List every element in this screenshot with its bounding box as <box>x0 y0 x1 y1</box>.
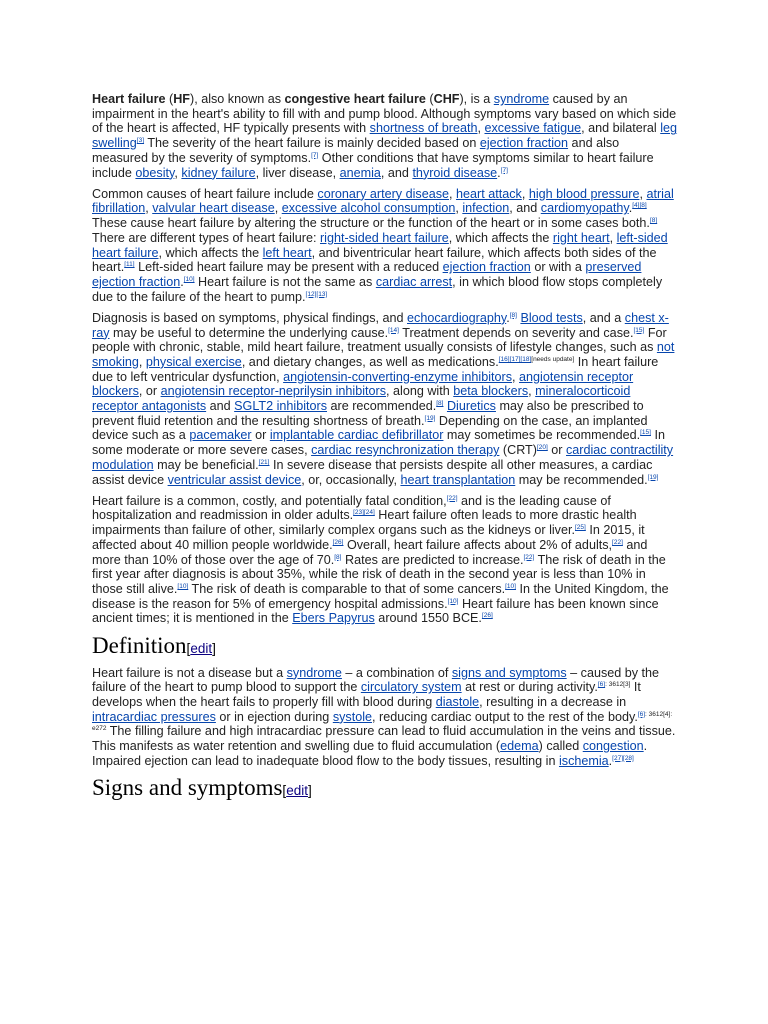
link-heart-attack[interactable]: heart attack <box>456 186 522 201</box>
text-run: , along with <box>386 384 454 399</box>
link-cardiac-contractility-modulation[interactable]: cardiac contractility modulation <box>92 443 674 472</box>
link-valvular-heart-disease[interactable]: valvular heart disease <box>152 201 275 216</box>
link-angiotensin-receptor-neprilysin-inhibitors[interactable]: angiotensin receptor-neprilysin inhibitors <box>160 384 387 399</box>
citation-link[interactable]: [20] <box>536 444 548 452</box>
citation-link[interactable]: [10] <box>505 583 516 590</box>
lead-paragraph <box>92 311 678 487</box>
link-right-sided-heart-failure[interactable]: right-sided heart failure <box>319 230 449 245</box>
text-run: , <box>274 201 282 216</box>
citation-link[interactable]: [8] <box>509 311 517 319</box>
text-run: may be beneficial. <box>153 457 259 472</box>
section-heading-signs-and-symptoms <box>92 775 678 803</box>
lead-paragraph <box>92 494 678 626</box>
link-shortness-of-breath[interactable]: shortness of breath <box>369 121 478 136</box>
edit-bracket-close: ] <box>212 640 216 656</box>
citation-link[interactable]: [22] <box>612 538 623 546</box>
text-run: Overall, heart failure affects about 2% of adults, <box>343 537 613 552</box>
text-run: These cause heart failure by altering the structure or the function of the heart or in some cases both. <box>92 216 650 231</box>
text-run: . <box>506 310 510 325</box>
text-run: . <box>497 165 501 180</box>
citation-link[interactable]: [25] <box>574 524 586 532</box>
article-body <box>92 92 678 808</box>
text-run: , or, occasionally, <box>301 472 401 487</box>
text-run: at rest or during activity. <box>461 680 598 695</box>
link-leg-swelling[interactable]: leg swelling <box>92 121 678 151</box>
text-run: Depending on the case, an implanted device such as a <box>92 413 648 443</box>
citation-link[interactable]: [6] <box>597 681 606 689</box>
text-run: , <box>449 186 457 201</box>
lead-paragraph <box>92 92 678 180</box>
text-run: – a combination of <box>341 665 452 680</box>
text-run: , <box>609 230 617 245</box>
link-right-heart[interactable]: right heart <box>552 230 610 245</box>
link-blood-tests[interactable]: Blood tests <box>520 310 583 325</box>
link-syndrome[interactable]: syndrome <box>286 665 342 680</box>
text-run: may sometimes be recommended. <box>443 428 641 443</box>
text-run: , which affects the <box>448 230 553 245</box>
link-pacemaker[interactable]: pacemaker <box>189 428 252 443</box>
edit-section-wrapper <box>282 783 311 798</box>
text-run: , <box>145 201 153 216</box>
link-thyroid-disease[interactable]: thyroid disease <box>412 165 498 180</box>
link-excessive-fatigue[interactable]: excessive fatigue <box>484 121 582 136</box>
citation-link[interactable]: [7] <box>500 166 508 174</box>
link-angiotensin-receptor-blockers[interactable]: angiotensin receptor blockers <box>92 369 634 399</box>
text-run: In the United Kingdom, the disease is the reason for 5% of emergency hospital admissions. <box>92 582 669 611</box>
text-run: and more than 10% of those over the age of 70. <box>92 537 648 567</box>
text-run: or with a <box>530 260 586 275</box>
text-run: , and <box>509 201 541 216</box>
link-cardiac-resynchronization-therapy[interactable]: cardiac resynchronization therapy <box>311 443 500 458</box>
link-excessive-alcohol-consumption[interactable]: excessive alcohol consumption <box>281 201 456 216</box>
link-infection[interactable]: infection <box>462 201 510 216</box>
link-left-heart[interactable]: left heart <box>262 245 312 260</box>
citation-link[interactable]: [14] <box>388 326 399 334</box>
text-run: ( <box>425 92 434 106</box>
text-run: , <box>512 369 520 384</box>
section-paragraph <box>92 666 678 769</box>
text-run: (CRT) <box>499 443 537 458</box>
text-run: The risk of death is comparable to that of some cancers. <box>188 582 506 596</box>
citation-link[interactable]: [4][8] <box>632 202 647 210</box>
text-run: Heart failure is not a disease but a <box>92 665 287 680</box>
link-cardiomyopathy[interactable]: cardiomyopathy <box>540 201 629 216</box>
text-run: Treatment depends on severity and case. <box>398 325 634 340</box>
text-run: caused by an impairment in the heart's ability to fill with and pump blood. Although symptoms vary based on which side of the heart is affected, HF typically presents with <box>92 92 677 136</box>
link-anemia[interactable]: anemia <box>339 165 381 180</box>
text-run: Rates are predicted to increase. <box>341 552 524 567</box>
text-run: , reducing cardiac output to the rest of the body. <box>372 709 638 724</box>
link-implantable-cardiac-defibrillator[interactable]: implantable cardiac defibrillator <box>269 428 444 443</box>
text-run: In heart failure due to left ventricular dysfunction, <box>92 354 659 384</box>
text-run: , or <box>138 384 161 399</box>
text-run: Diagnosis is based on symptoms, physical findings, and <box>92 310 408 325</box>
text-run: . <box>628 201 633 216</box>
text-run: , in which blood flow stops completely due to the failure of the heart to pump. <box>92 274 663 304</box>
bold-term: Heart failure <box>92 92 166 106</box>
link-diuretics[interactable]: Diuretics <box>446 399 496 414</box>
link-edema[interactable]: edema <box>500 739 539 754</box>
link-physical-exercise[interactable]: physical exercise <box>145 354 242 369</box>
citation-link[interactable]: [22] <box>523 553 535 561</box>
citation-link[interactable]: [23][24] <box>353 509 375 517</box>
citation-note: : 3612[4]: e272 <box>92 710 673 733</box>
citation-link[interactable]: [21] <box>258 458 270 466</box>
text-run: , <box>477 121 485 136</box>
text-run: may be recommended. <box>515 472 648 487</box>
text-run: may also be prescribed to prevent fluid retention and the resulting shortness of breath. <box>92 399 644 428</box>
section-heading-definition <box>92 633 678 661</box>
text-run: In some moderate or more severe cases, <box>92 428 665 458</box>
citation-link[interactable]: [19] <box>424 414 436 422</box>
text-run: or in ejection during <box>215 709 333 724</box>
text-run: ( <box>165 92 174 106</box>
citation-link[interactable]: [27][28] <box>612 754 634 762</box>
text-run: The risk of death in the first year after diagnosis is about 35%, while the risk of death in the second year is less than 10% in those still alive. <box>92 552 666 596</box>
text-run: . Impaired ejection can lead to inadequate blood flow to the body tissues, resulting in <box>92 739 648 768</box>
citation-link[interactable]: [26] <box>481 612 493 620</box>
text-run: or <box>547 443 566 458</box>
citation-note: : 3612[3] <box>605 681 631 689</box>
edit-bracket-close: ] <box>307 783 312 799</box>
text-run: Common causes of heart failure include <box>92 186 318 201</box>
text-run: ), also known as <box>190 92 285 106</box>
text-run: , <box>174 165 182 180</box>
link-kidney-failure[interactable]: kidney failure <box>181 165 256 180</box>
link-chest-x-ray[interactable]: chest x-ray <box>92 310 669 340</box>
text-run: may be useful to determine the underlying cause. <box>109 325 389 340</box>
edit-section-link[interactable]: edit <box>286 783 308 799</box>
text-run: Other conditions that have symptoms similar to heart failure include <box>92 150 654 180</box>
link-cardiac-arrest[interactable]: cardiac arrest <box>375 274 453 289</box>
text-run: Left-sided heart failure may be present with a reduced <box>134 260 443 275</box>
text-run: ) called <box>538 739 583 754</box>
text-run: , and biventricular heart failure, which affects both sides of the heart. <box>92 245 657 275</box>
bold-term: CHF <box>433 92 460 106</box>
text-run: Heart failure is a common, costly, and potentially fatal condition, <box>92 493 447 508</box>
text-run: Heart failure is not the same as <box>194 274 376 289</box>
citation-link[interactable]: [7] <box>311 151 319 159</box>
citation-link[interactable]: [22] <box>446 494 458 502</box>
bold-term: HF <box>173 92 190 106</box>
text-run: . <box>180 274 184 289</box>
citation-link[interactable]: [26] <box>332 538 344 546</box>
text-run: The filling failure and high intracardiac pressure can lead to fluid accumulation in the veins and tissue. This manifests as water retention and swelling due to fluid accumulation ( <box>92 724 676 754</box>
citation-link[interactable]: [10] <box>447 597 459 605</box>
citation-link[interactable]: [8] <box>436 400 444 408</box>
text-run: around 1550 BCE. <box>374 611 482 626</box>
text-run: , liver disease, <box>255 165 340 180</box>
text-run: , resulting in a decrease in <box>479 695 627 710</box>
edit-section-wrapper <box>187 641 216 656</box>
link-syndrome[interactable]: syndrome <box>493 92 550 106</box>
citation-link[interactable]: [19] <box>647 473 659 481</box>
link-mineralocorticoid-receptor-antagonists[interactable]: mineralocorticoid receptor antagonists <box>92 384 631 414</box>
link-preserved-ejection-fraction[interactable]: preserved ejection fraction <box>92 260 642 289</box>
citation-link[interactable]: [12][13] <box>305 290 328 298</box>
link-sglt2-inhibitors[interactable]: SGLT2 inhibitors <box>234 399 328 414</box>
link-left-sided-heart-failure[interactable]: left-sided heart failure <box>92 230 668 260</box>
link-angiotensin-converting-enzyme-inhibitors[interactable]: angiotensin-converting-enzyme inhibitors <box>283 369 513 384</box>
link-ischemia[interactable]: ischemia <box>558 753 609 768</box>
link-not-smoking[interactable]: not smoking <box>92 340 675 369</box>
citation-link[interactable]: [16][17][18] <box>498 355 532 363</box>
text-run: , <box>521 186 529 201</box>
text-run: ), is a <box>459 92 494 106</box>
text-run: , and bilateral <box>581 121 661 136</box>
citation-link[interactable]: [10] <box>183 275 195 283</box>
link-diastole[interactable]: diastole <box>435 695 480 710</box>
link-coronary-artery-disease[interactable]: coronary artery disease <box>317 186 450 201</box>
link-signs-and-symptoms[interactable]: signs and symptoms <box>451 665 567 680</box>
text-run: or <box>251 428 270 443</box>
link-ejection-fraction[interactable]: ejection fraction <box>479 136 569 151</box>
link-heart-transplantation[interactable]: heart transplantation <box>400 472 516 487</box>
edit-bracket-open: [ <box>282 783 287 799</box>
link-congestion[interactable]: congestion <box>582 739 644 754</box>
citation-link[interactable]: [15] <box>633 326 645 334</box>
edit-section-link[interactable]: edit <box>190 640 213 656</box>
text-run: , and dietary changes, as well as medications. <box>241 354 499 369</box>
text-run: , and <box>380 165 413 180</box>
section-title: Signs and symptoms <box>92 775 283 801</box>
link-ventricular-assist-device[interactable]: ventricular assist device <box>167 472 302 487</box>
citation-link[interactable]: [8] <box>334 553 342 561</box>
text-run: , which affects the <box>158 245 263 260</box>
link-obesity[interactable]: obesity <box>135 165 175 180</box>
text-run: , <box>455 201 463 216</box>
citation-link[interactable]: [8] <box>649 217 658 225</box>
text-run: For people with chronic, stable, mild heart failure, treatment usually consists of lifestyle changes, such as <box>92 325 667 355</box>
link-ebers-papyrus[interactable]: Ebers Papyrus <box>292 611 375 626</box>
citation-note: [needs update] <box>531 355 575 363</box>
bold-term: congestive heart failure <box>284 92 426 106</box>
text-run: – caused by the failure of the heart to pump blood to support the <box>92 665 660 695</box>
text-run: , <box>528 384 536 399</box>
text-run: In severe disease that persists despite all other measures, a cardiac assist device <box>92 457 653 487</box>
text-run: In 2015, it affected about 40 million people worldwide. <box>92 523 645 552</box>
text-run: and is the leading cause of hospitalization and readmission in older adults. <box>92 493 611 523</box>
citation-link[interactable]: [6] <box>637 710 646 718</box>
text-run: , and a <box>582 310 625 325</box>
lead-paragraph <box>92 187 678 305</box>
text-run: There are different types of heart failure: <box>92 230 320 245</box>
citation-link[interactable]: [15] <box>640 429 651 437</box>
edit-bracket-open: [ <box>186 640 191 656</box>
text-run: are recommended. <box>327 399 437 414</box>
link-circulatory-system[interactable]: circulatory system <box>360 680 462 695</box>
link-ejection-fraction[interactable]: ejection fraction <box>442 260 531 275</box>
text-run: and <box>206 399 235 414</box>
text-run: Heart failure often leads to more drastic health impairments than failure of other, similarly complex organs such as the kidneys or liver. <box>92 508 637 538</box>
link-beta-blockers[interactable]: beta blockers <box>453 384 529 399</box>
text-run: and also measured by the severity of symptoms. <box>92 136 620 165</box>
text-run: . <box>608 753 613 768</box>
link-intracardiac-pressures[interactable]: intracardiac pressures <box>92 709 216 724</box>
link-high-blood-pressure[interactable]: high blood pressure <box>528 186 640 201</box>
link-atrial-fibrillation[interactable]: atrial fibrillation <box>92 186 674 216</box>
citation-link[interactable]: [11] <box>124 261 135 269</box>
text-run: Heart failure has been known since ancient times; it is mentioned in the <box>92 596 659 626</box>
text-run: The severity of the heart failure is mainly decided based on <box>144 136 480 151</box>
text-run: , <box>639 186 647 201</box>
text-run: , <box>138 354 146 369</box>
citation-link[interactable]: [3] <box>136 137 145 145</box>
link-echocardiography[interactable]: echocardiography <box>407 310 507 325</box>
link-systole[interactable]: systole <box>332 709 373 724</box>
citation-link[interactable]: [10] <box>177 583 189 590</box>
section-title: Definition <box>92 632 187 658</box>
text-run: It develops when the heart fails to properly fill with blood during <box>92 680 641 710</box>
